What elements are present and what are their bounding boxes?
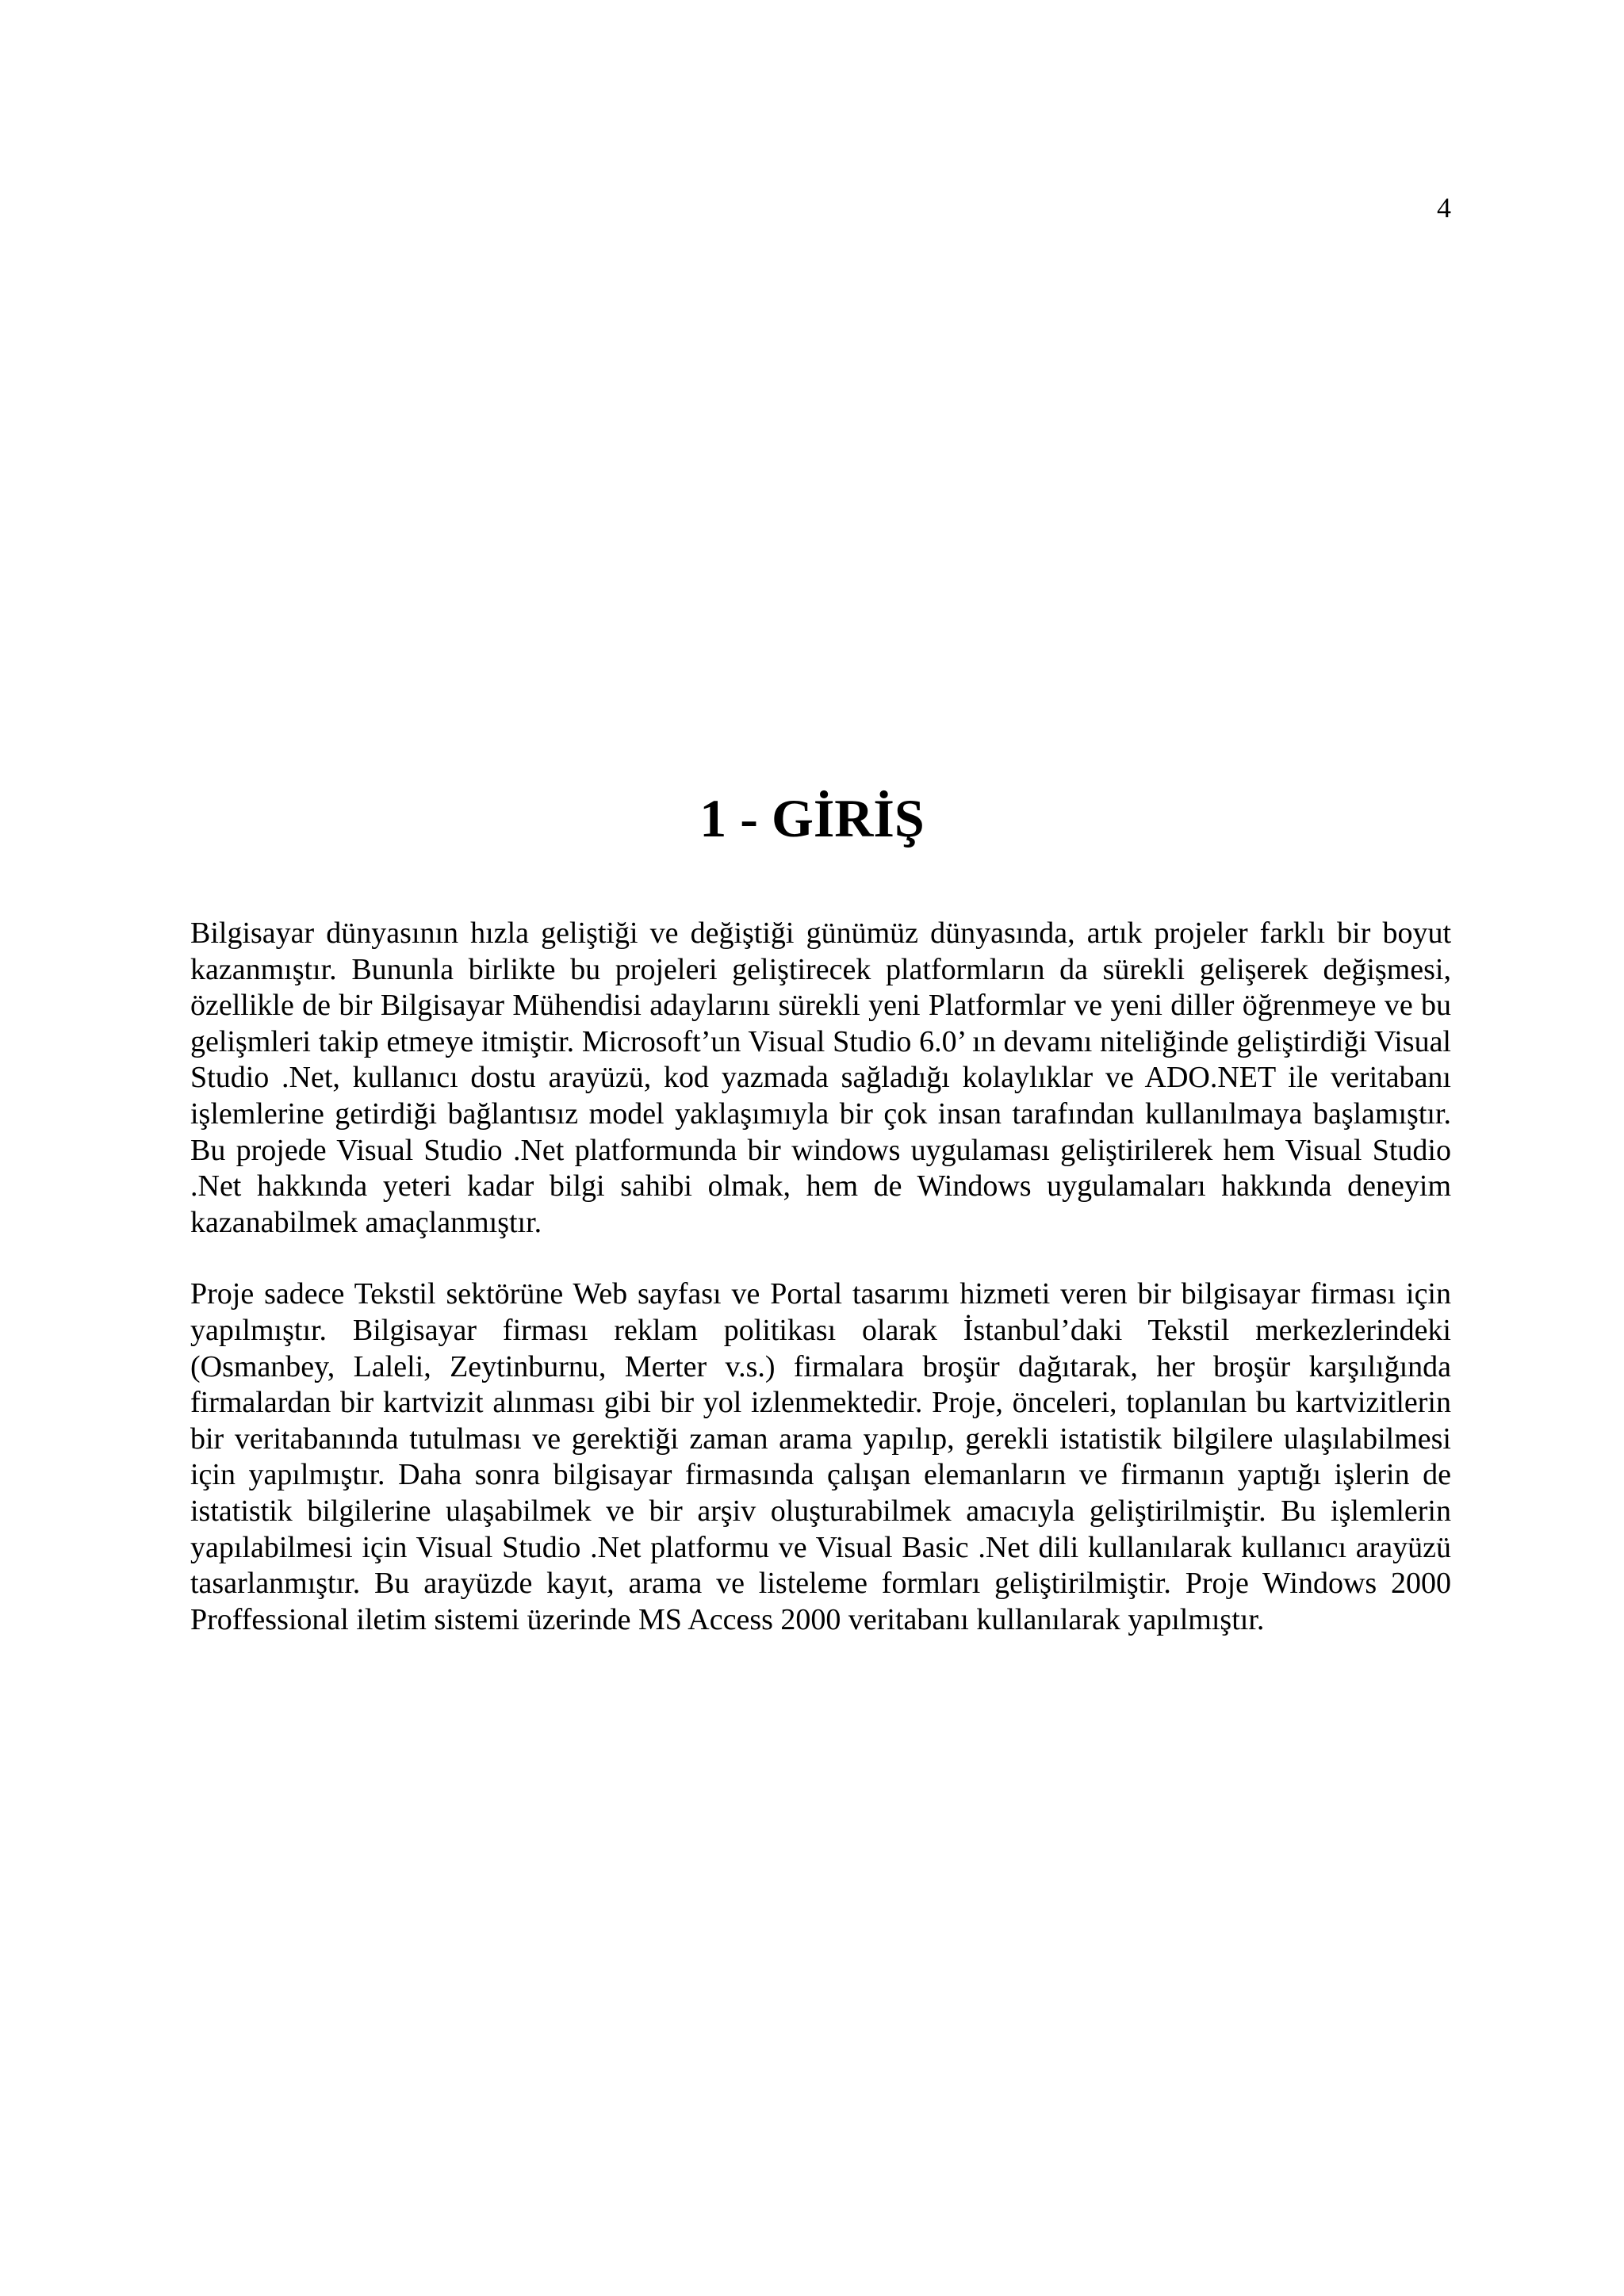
- chapter-title: 1 - GİRİŞ: [699, 788, 925, 848]
- body-text: [190, 916, 1451, 1638]
- page-number: 4: [1437, 192, 1451, 224]
- paragraph-intro: Bilgisayar dünyasının hızla geliştiği ve değiştiği günümüz dünyasında, artık projeler farklı bir boyut kazanmıştır. Bununla birlikte bu projeleri geliştirecek platformların da sürekli gelişerek değişmesi, özellikle de bir Bilgisayar Mühendisi adaylarını sürekli yeni Platformlar ve yeni diller öğrenmeye ve bu gelişmleri takip etmeye itmiştir. Microsoft’un Visual Studio 6.0’ ın devamı niteliğinde geliştirdiği Visual Studio .Net, kullanıcı dostu arayüzü, kod yazmada sağladığı kolaylıklar ve ADO.NET ile veritabanı işlemlerine getirdiği bağlantısız model yaklaşımıyla bir çok insan tarafından kullanılmaya başlamıştır. Bu projede Visual Studio .Net platformunda bir windows uygulaması geliştirilerek hem Visual Studio .Net hakkında yeteri kadar bilgi sahibi olmak, hem de Windows uygulamaları hakkında deneyim kazanabilmek amaçlanmıştır.: [190, 916, 1451, 1239]
- paragraph-project-scope: Proje sadece Tekstil sektörüne Web sayfası ve Portal tasarımı hizmeti veren bir bilgisayar firması için yapılmıştır. Bilgisayar firması reklam politikası olarak İstanbul’daki Tekstil merkezlerindeki (Osmanbey, Laleli, Zeytinburnu, Merter v.s.) firmalara broşür dağıtarak, her broşür karşılığında firmalardan bir kartvizit alınması gibi bir yol izlenmektedir. Proje, önceleri, toplanılan bu kartvizitlerin bir veritabanında tutulması ve gerektiği zaman arama yapılıp, gerekli istatistik bilgilere ulaşılabilmesi için yapılmıştır. Daha sonra bilgisayar firmasında çalışan elemanların ve firmanın yaptığı işlerin de istatistik bilgilerine ulaşabilmek ve bir arşiv oluşturabilmek amacıyla geliştirilmiştir. Bu işlemlerin yapılabilmesi için Visual Studio .Net platformu ve Visual Basic .Net dili kullanılarak kullanıcı arayüzü tasarlanmıştır. Bu arayüzde kayıt, arama ve listeleme formları geliştirilmiştir. Proje Windows 2000 Proffessional iletim sistemi üzerinde MS Access 2000 veritabanı kullanılarak yapılmıştır.: [190, 1277, 1451, 1636]
